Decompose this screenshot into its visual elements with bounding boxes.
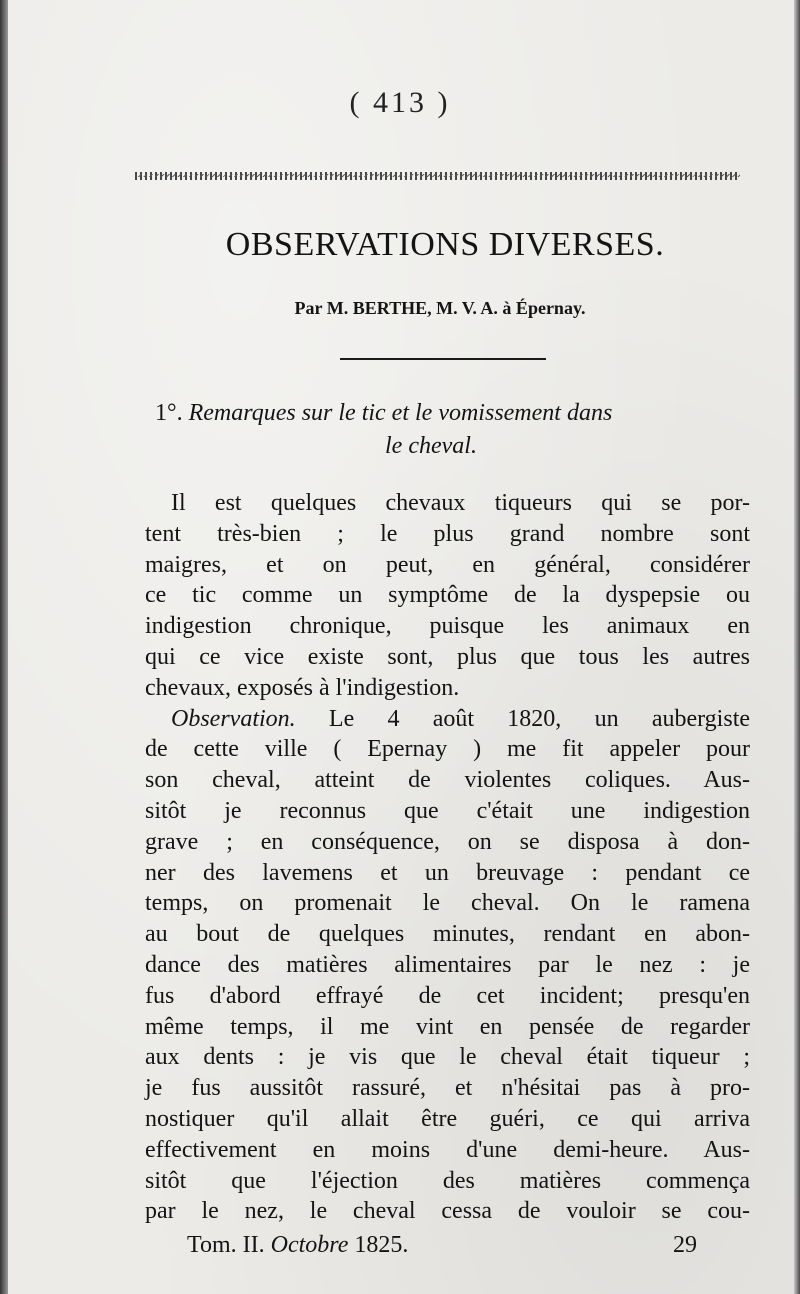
page-title: OBSERVATIONS DIVERSES.: [225, 226, 665, 263]
text-line: maigres, et on peut, en général, considérer: [145, 551, 750, 578]
signature-prefix: Tom. II.: [187, 1232, 265, 1258]
text-line: de cette ville ( Epernay ) me fit appeler pour: [145, 736, 750, 763]
text-line: au bout de quelques minutes, rendant en abon-: [145, 921, 750, 948]
text-line: Il est quelques chevaux tiqueurs qui se por-: [171, 490, 750, 516]
text-line: par le nez, le cheval cessa de vouloir se cou-: [145, 1198, 750, 1225]
section-heading-line-1: Remarques sur le tic et le vomissement dans: [188, 400, 613, 426]
observation-label: Observation.: [171, 705, 296, 732]
text-line: je fus aussitôt rassuré, et n'hésitai pas à pro-: [145, 1075, 750, 1102]
page-edge-left: [0, 0, 8, 1294]
sheet-number: 29: [673, 1232, 697, 1258]
text-line: Le 4 août 1820, un aubergiste: [328, 705, 751, 732]
signature-year: 1825.: [354, 1232, 409, 1258]
separator-rule: [340, 358, 546, 360]
signature-mark: [187, 1232, 408, 1259]
text-line: tent très-bien ; le plus grand nombre sont: [145, 520, 750, 547]
section-heading: [155, 397, 735, 463]
body-text: [145, 488, 750, 1227]
section-number: 1°.: [155, 400, 183, 426]
observation-first-line: [145, 704, 750, 735]
text-line: aux dents : je vis que le cheval était tiqueur ;: [145, 1044, 750, 1071]
text-line: sitôt je reconnus que c'était une indigestion: [145, 797, 750, 824]
text-line: dance des matières alimentaires par le nez : je: [145, 951, 750, 978]
text-line: nostiquer qu'il allait être guéri, ce qui arriva: [145, 1105, 750, 1132]
text-line: sitôt que l'éjection des matières commença: [145, 1167, 750, 1194]
text-line: fus d'abord effrayé de cet incident; presqu'en: [145, 982, 750, 1009]
text-line: son cheval, atteint de violentes coliques. Aus-: [145, 767, 750, 794]
section-heading-line-2: le cheval.: [385, 433, 477, 459]
page-folio: ( 413 ): [349, 86, 451, 119]
text-line: temps, on promenait le cheval. On le ramena: [145, 890, 750, 917]
text-line: chevaux, exposés à l'indigestion.: [145, 674, 460, 701]
signature-month: Octobre: [270, 1232, 349, 1258]
text-line: grave ; en conséquence, on se disposa à don-: [145, 828, 750, 855]
text-line: ce tic comme un symptôme de la dyspepsie ou: [145, 582, 750, 609]
page-edge-right: [794, 0, 800, 1294]
text-line: effectivement en moins d'une demi-heure. Aus-: [145, 1136, 750, 1163]
text-line: même temps, il me vint en pensée de regarder: [145, 1013, 750, 1040]
text-line: ner des lavemens et un breuvage : pendant ce: [145, 859, 750, 886]
author-byline: Par M. BERTHE, M. V. A. à Épernay.: [294, 298, 586, 318]
ornamental-rule: [135, 172, 740, 180]
text-line: indigestion chronique, puisque les animaux en: [145, 613, 750, 640]
text-line: qui ce vice existe sont, plus que tous les autres: [145, 643, 750, 670]
